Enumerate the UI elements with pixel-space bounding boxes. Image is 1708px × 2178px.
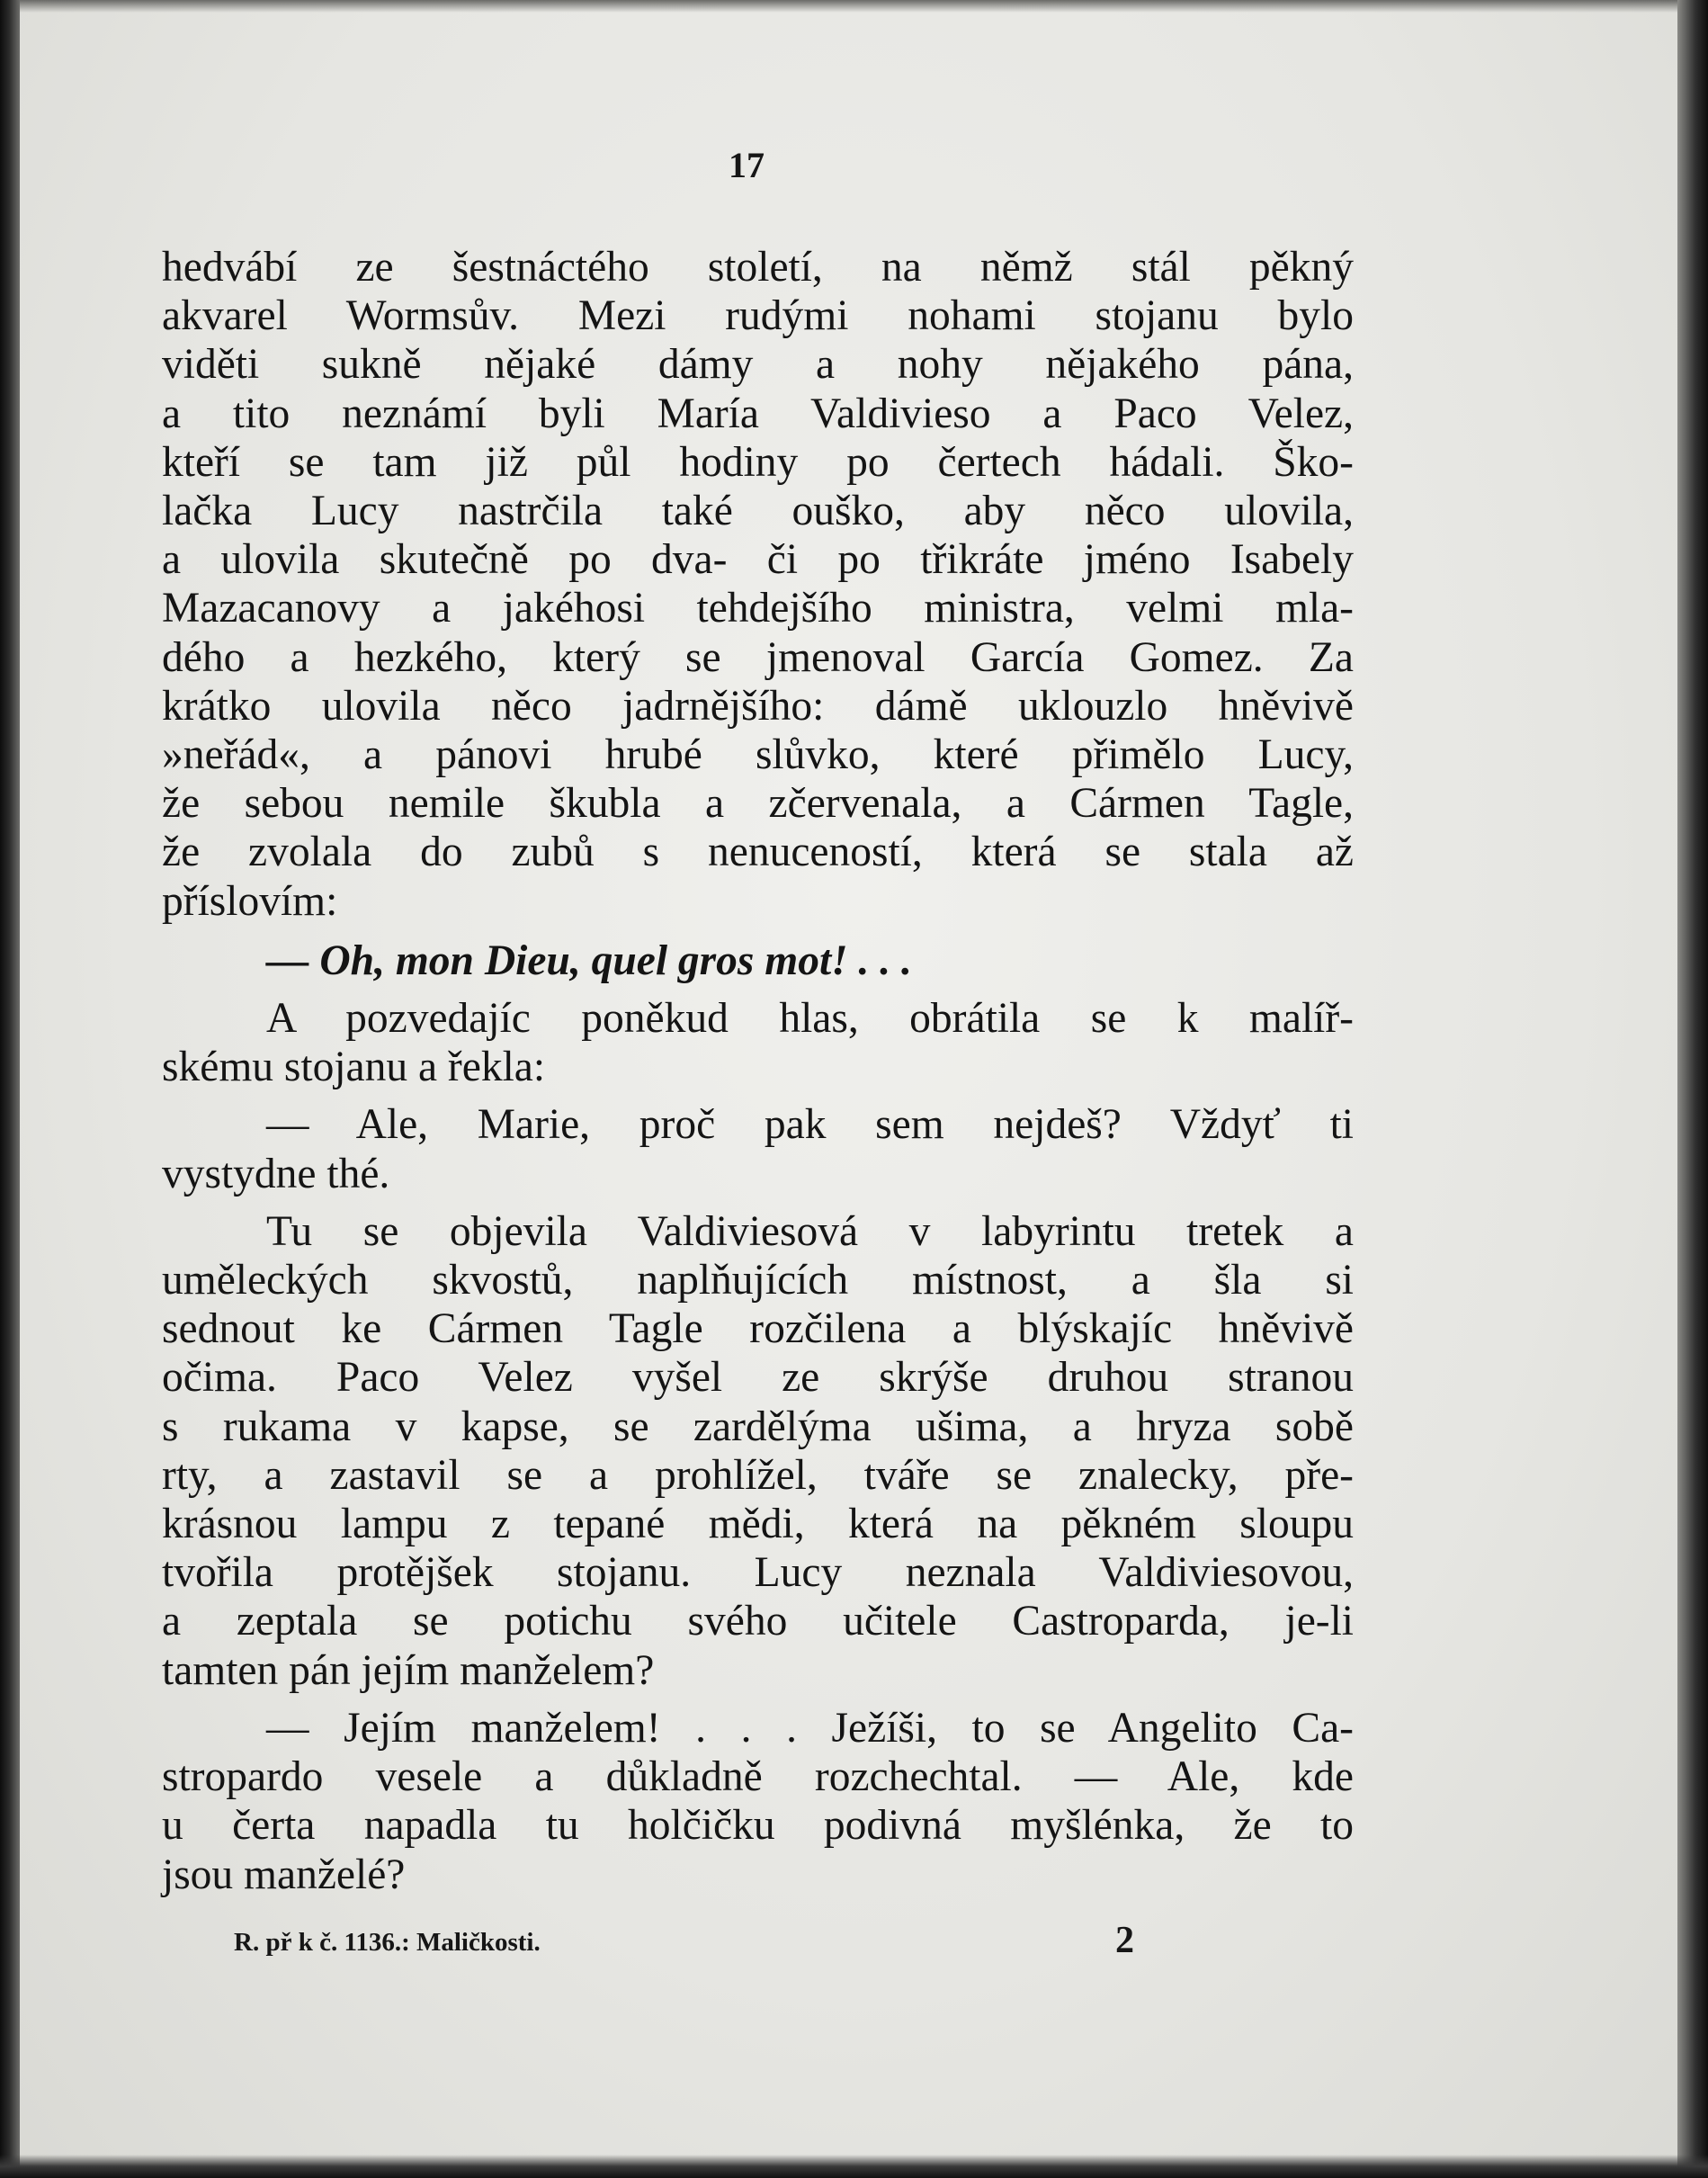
paragraph: Tu se objevila Valdiviesová v labyrintu tretek a (266, 1207, 1354, 1255)
paragraph-line: a tito neznámí byli María Valdivieso a Paco Velez, (162, 390, 1354, 437)
paragraph-line: tamten pán jejím manželem? (162, 1646, 655, 1694)
scan-edge-top (0, 0, 1708, 13)
paragraph-line: a zeptala se potichu svého učitele Castroparda, je-li (162, 1598, 1354, 1645)
paragraph-line: kteří se tam již půl hodiny po čertech hádali. Ško- (162, 438, 1354, 486)
paragraph-line: viděti sukně nějaké dámy a nohy nějakého pána, (162, 341, 1354, 389)
paragraph-line: krásnou lampu z tepané mědi, která na pěkném sloupu (162, 1501, 1354, 1548)
paragraph-line: tvořila protějšek stojanu. Lucy neznala Valdiviesovou, (162, 1549, 1354, 1597)
paragraph-line: že sebou nemile škubla a zčervenala, a Cármen Tagle, (162, 780, 1354, 828)
paragraph-line: stropardo vesele a důkladně rozchechtal. — Ale, kde (162, 1753, 1354, 1801)
paragraph-line: skému stojanu a řekla: (162, 1044, 546, 1091)
paragraph: A pozvedajíc poněkud hlas, obrátila se k malíř- (266, 995, 1354, 1043)
paragraph-line: uměleckých skvostů, naplňujících místnost, a šla si (162, 1257, 1354, 1304)
paragraph-line: příslovím: (162, 877, 338, 925)
sheet-number: 2 (1115, 1920, 1134, 1961)
page-number: 17 (729, 145, 765, 185)
dialogue-line: — Jejím manželem! . . . Ježíši, to se Angelito Ca- (266, 1704, 1354, 1752)
paragraph-line: Mazacanovy a jakéhosi tehdejšího ministra, velmi mla- (162, 585, 1354, 632)
paragraph-line: rty, a zastavil se a prohlížel, tváře se znalecky, pře- (162, 1451, 1354, 1499)
paragraph-line: že zvolala do zubů s nenuceností, která se stala až (162, 829, 1354, 876)
scan-edge-left (0, 0, 20, 2178)
dialogue-line: — Ale, Marie, proč pak sem nejdeš? Vždyť ti (266, 1101, 1354, 1149)
paragraph-line: očima. Paco Velez vyšel ze skrýše druhou stranou (162, 1354, 1354, 1402)
paragraph-line: »neřád«, a pánovi hrubé slůvko, které přimělo Lucy, (162, 731, 1354, 779)
body-text (162, 243, 1354, 1899)
paragraph-line: vystydne thé. (162, 1150, 390, 1197)
paragraph-line: sednout ke Cármen Tagle rozčilena a blýskajíc hněvivě (162, 1305, 1354, 1353)
paragraph-line: dého a hezkého, který se jmenoval García Gomez. Za (162, 633, 1354, 681)
scan-edge-right (1677, 0, 1708, 2178)
paragraph-line: a ulovila skutečně po dva- či po třikráte jméno Isabely (162, 536, 1354, 584)
scan-edge-bottom (0, 2155, 1708, 2178)
paragraph-line: s rukama v kapse, se zardělýma ušima, a hryza sobě (162, 1403, 1354, 1450)
paragraph: hedvábí ze šestnáctého století, na němž stál pěkný (162, 244, 1354, 291)
printer-signature: R. př k č. 1136.: Maličkosti. (234, 1928, 541, 1957)
paragraph-line: krátko ulovila něco jadrnějšího: dámě uklouzlo hněvivě (162, 682, 1354, 730)
paragraph-line: jsou manželé? (162, 1851, 406, 1898)
dialogue-exclamation: — Oh, mon Dieu, quel gros mot! . . . (266, 937, 912, 984)
paragraph-line: akvarel Wormsův. Mezi rudými nohami stojanu bylo (162, 292, 1354, 340)
paragraph-line: u čerta napadla tu holčičku podivná myšlénka, že to (162, 1802, 1354, 1850)
paragraph-line: lačka Lucy nastrčila také ouško, aby něco ulovila, (162, 488, 1354, 535)
